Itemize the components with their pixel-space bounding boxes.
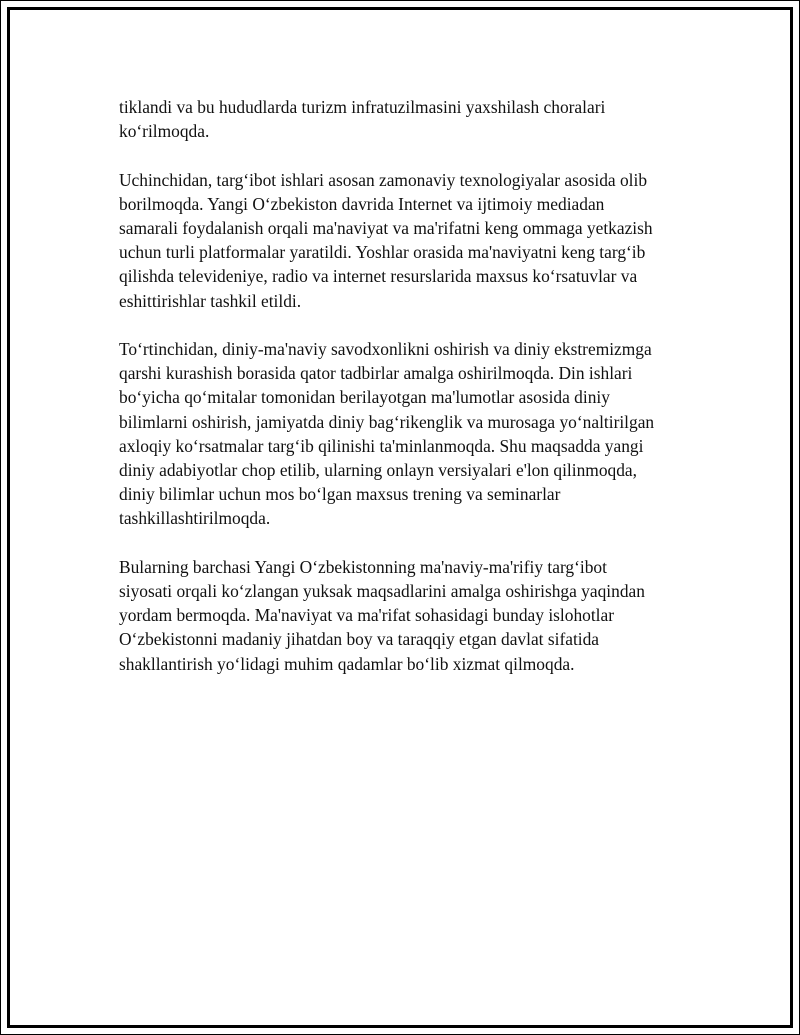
paragraph-tourism-continuation: tiklandi va bu hududlarda turizm infratuzilmasini yaxshilash choralari ko‘rilmoqda. <box>119 97 606 142</box>
paragraph-fourth-point: To‘rtinchidan, diniy-ma'naviy savodxonlikni oshirish va diniy ekstremizmga qarshi kurashish borasida qator tadbirlar amalga oshirilmoqda. Din ishlari bo‘yicha qo‘mitalar tomonidan berilayotgan ma'lumotlar asosida diniy bilimlarni oshirish, jamiyatda diniy bag‘rikenglik va murosaga yo‘naltirilgan axloqiy ko‘rsatmalar targ‘ib qilinishi ta'minlanmoqda. Shu maqsadda yangi diniy adabiyotlar chop etilib, ularning onlayn versiyalari e'lon qilinmoqda, diniy bilimlar uchun mos bo‘lgan maxsus trening va seminarlar tashkillashtirilmoqda. <box>119 339 655 529</box>
document-body <box>119 95 689 700</box>
paragraph-third-point: Uchinchidan, targ‘ibot ishlari asosan zamonaviy texnologiyalar asosida olib borilmoqda. Yangi O‘zbekiston davrida Internet va ijtimoiy mediadan samarali foydalanish orqali ma'naviyat va ma'rifatni keng ommaga yetkazish uchun turli platformalar yaratildi. Yoshlar orasida ma'naviyatni keng targ‘ib qilishda televideniye, radio va internet resurslarida maxsus ko‘rsatuvlar va eshittirishlar tashkil etildi. <box>119 169 653 311</box>
paragraph-conclusion: Bularning barchasi Yangi O‘zbekistonning ma'naviy-ma'rifiy targ‘ibot siyosati orqali ko‘zlangan yuksak maqsadlarini amalga oshirishga yaqindan yordam bermoqda. Ma'naviyat va ma'rifat sohasidagi bunday islohotlar O‘zbekistonni madaniy jihatdan boy va taraqqiy etgan davlat sifatida shakllantirish yo‘lidagi muhim qadamlar bo‘lib xizmat qilmoqda. <box>119 556 645 674</box>
